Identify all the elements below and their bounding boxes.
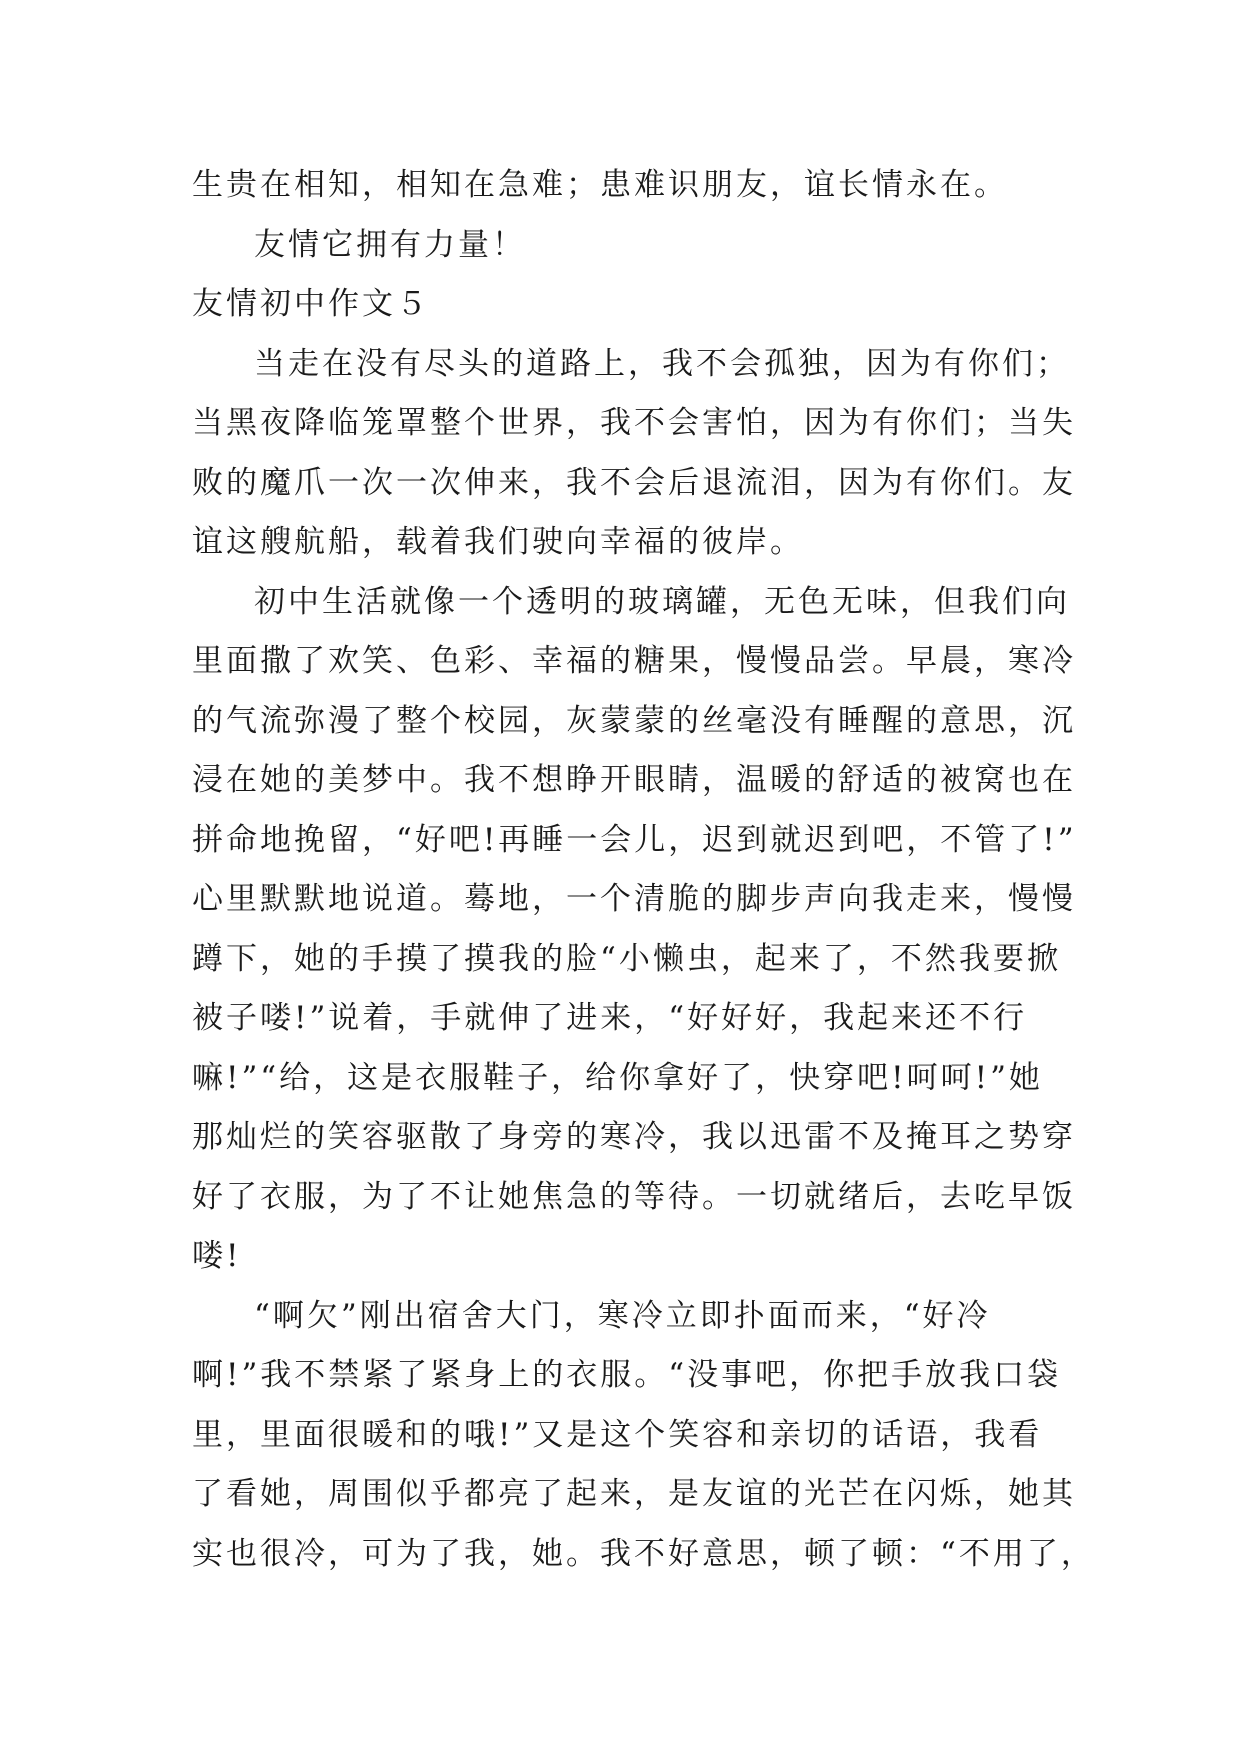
paragraph-line: 好了衣服，为了不让她焦急的等待。一切就绪后，去吃早饭 [192, 1178, 1076, 1215]
paragraph-line: 当黑夜降临笼罩整个世界，我不会害怕，因为有你们；当失 [192, 405, 1076, 441]
prev-closing-line: 友情它拥有力量！ [254, 226, 526, 263]
paragraph-line: 实也很冷，可为了我，她。我不好意思，顿了顿：“不用了， [192, 1535, 1095, 1572]
paragraph-line: 那灿烂的笑容驱散了身旁的寒冷，我以迅雷不及掩耳之势穿 [192, 1119, 1076, 1155]
paragraph-line: 心里默默地说道。蓦地，一个清脆的脚步声向我走来，慢慢 [192, 881, 1076, 917]
paragraph-line: 败的魔爪一次一次伸来，我不会后退流泪，因为有你们。友 [192, 464, 1076, 501]
paragraph-line: 喽! [192, 1238, 242, 1274]
paragraph-line: 里，里面很暖和的哦!”又是这个笑容和亲切的话语，我看 [192, 1416, 1043, 1453]
document-page [192, 156, 1095, 1584]
paragraph-line: 拼命地挽留，“好吧!再睡一会儿，迟到就迟到吧，不管了!” [192, 821, 1077, 858]
paragraph-2 [192, 573, 1077, 1287]
paragraph-line: 被子喽!”说着，手就伸了进来，“好好好，我起来还不行 [192, 1000, 1028, 1036]
prev-paragraph-tail: 生贵在相知，相知在急难；患难识朋友，谊长情永在。 [192, 167, 1008, 203]
paragraph-line: 浸在她的美梦中。我不想睁开眼睛，温暖的舒适的被窝也在 [192, 762, 1076, 798]
paragraph-line: 啊!”我不禁紧了紧身上的衣服。“没事吧，你把手放我口袋 [192, 1357, 1062, 1393]
paragraph-line: 的气流弥漫了整个校园，灰蒙蒙的丝毫没有睡醒的意思，沉 [192, 702, 1076, 739]
paragraph-line: 当走在没有尽头的道路上，我不会孤独，因为有你们； [254, 345, 1070, 382]
paragraph-1 [192, 335, 1076, 573]
paragraph-line: 了看她，周围似乎都亮了起来，是友谊的光芒在闪烁，她其 [192, 1476, 1076, 1512]
section-heading: 友情初中作文５ [192, 286, 430, 322]
paragraph-line: 嘛!”“给，这是衣服鞋子，给你拿好了，快穿吧!呵呵!”她 [192, 1059, 1043, 1096]
paragraph-line: “啊欠”刚出宿舍大门，寒冷立即扑面而来，“好冷 [254, 1297, 991, 1334]
paragraph-line: 里面撒了欢笑、色彩、幸福的糖果，慢慢品尝。早晨，寒冷 [192, 643, 1076, 679]
paragraph-line: 初中生活就像一个透明的玻璃罐，无色无味，但我们向 [254, 583, 1070, 620]
paragraph-line: 谊这艘航船，载着我们驶向幸福的彼岸。 [192, 524, 804, 560]
paragraph-line: 蹲下，她的手摸了摸我的脸“小懒虫，起来了，不然我要掀 [192, 940, 1061, 977]
paragraph-3 [192, 1287, 1095, 1585]
